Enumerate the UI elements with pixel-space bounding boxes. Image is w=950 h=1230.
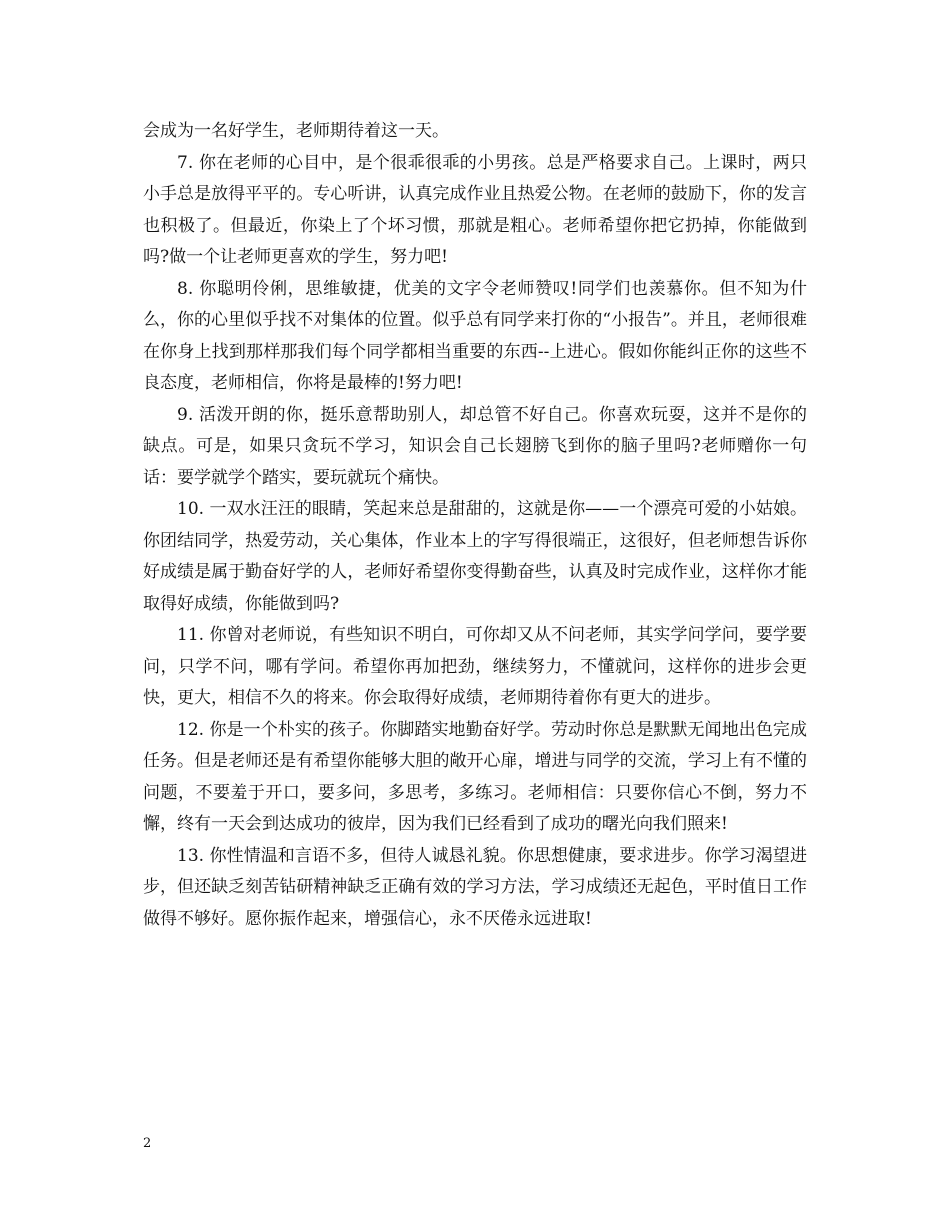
- paragraph-item-13: 13. 你性情温和言语不多，但待人诚恳礼貌。你思想健康，要求进步。你学习渴望进步，但还缺乏刻苦钻研精神缺乏正确有效的学习方法，学习成绩还无起色，平时值日工作做得不够好。愿你振作起来，增强信心，永不厌倦永远进取!: [143, 845, 807, 929]
- paragraph-item-12: 12. 你是一个朴实的孩子。你脚踏实地勤奋好学。劳动时你总是默默无闻地出色完成任务。但是老师还是有希望你能够大胆的敞开心扉，增进与同学的交流，学习上有不懂的问题，不要羞于开口，要多问，多思考，多练习。老师相信：只要你信心不倒，努力不懈，终有一天会到达成功的彼岸，因为我们已经看到了成功的曙光向我们照来!: [143, 719, 807, 834]
- paragraph-continuation: 会成为一名好学生，老师期待着这一天。: [143, 121, 449, 141]
- paragraph-item-7: 7. 你在老师的心目中，是个很乖很乖的小男孩。总是严格要求自己。上课时，两只小手总是放得平平的。专心听讲，认真完成作业且热爱公物。在老师的鼓励下，你的发言也积极了。但最近，你染上了个坏习惯，那就是粗心。老师希望你把它扔掉，你能做到吗?做一个让老师更喜欢的学生，努力吧!: [143, 152, 807, 267]
- paragraph-item-9: 9. 活泼开朗的你，挺乐意帮助别人，却总管不好自己。你喜欢玩耍，这并不是你的缺点。可是，如果只贪玩不学习，知识会自己长翅膀飞到你的脑子里吗?老师赠你一句话：要学就学个踏实，要玩就玩个痛快。: [143, 404, 807, 488]
- paragraph-item-11: 11. 你曾对老师说，有些知识不明白，可你却又从不问老师，其实学问学问，要学要问，只学不问，哪有学问。希望你再加把劲，继续努力，不懂就问，这样你的进步会更快，更大，相信不久的将来。你会取得好成绩，老师期待着你有更大的进步。: [143, 625, 807, 708]
- paragraph-item-8: 8. 你聪明伶俐，思维敏捷，优美的文字令老师赞叹!同学们也羡慕你。但不知为什么，你的心里似乎找不对集体的位置。似乎总有同学来打你的“小报告”。并且，老师很难在你身上找到那样那我们每个同学都相当重要的东西--上进心。假如你能纠正你的这些不良态度，老师相信，你将是最棒的!努力吧!: [143, 278, 807, 393]
- page-number: 2: [143, 1136, 152, 1151]
- paragraph-item-10: 10. 一双水汪汪的眼睛，笑起来总是甜甜的，这就是你——一个漂亮可爱的小姑娘。你团结同学，热爱劳动，关心集体，作业本上的字写得很端正，这很好，但老师想告诉你好成绩是属于勤奋好学的人，老师好希望你变得勤奋些，认真及时完成作业，这样你才能取得好成绩，你能做到吗?: [143, 499, 807, 614]
- document-body: [143, 116, 807, 935]
